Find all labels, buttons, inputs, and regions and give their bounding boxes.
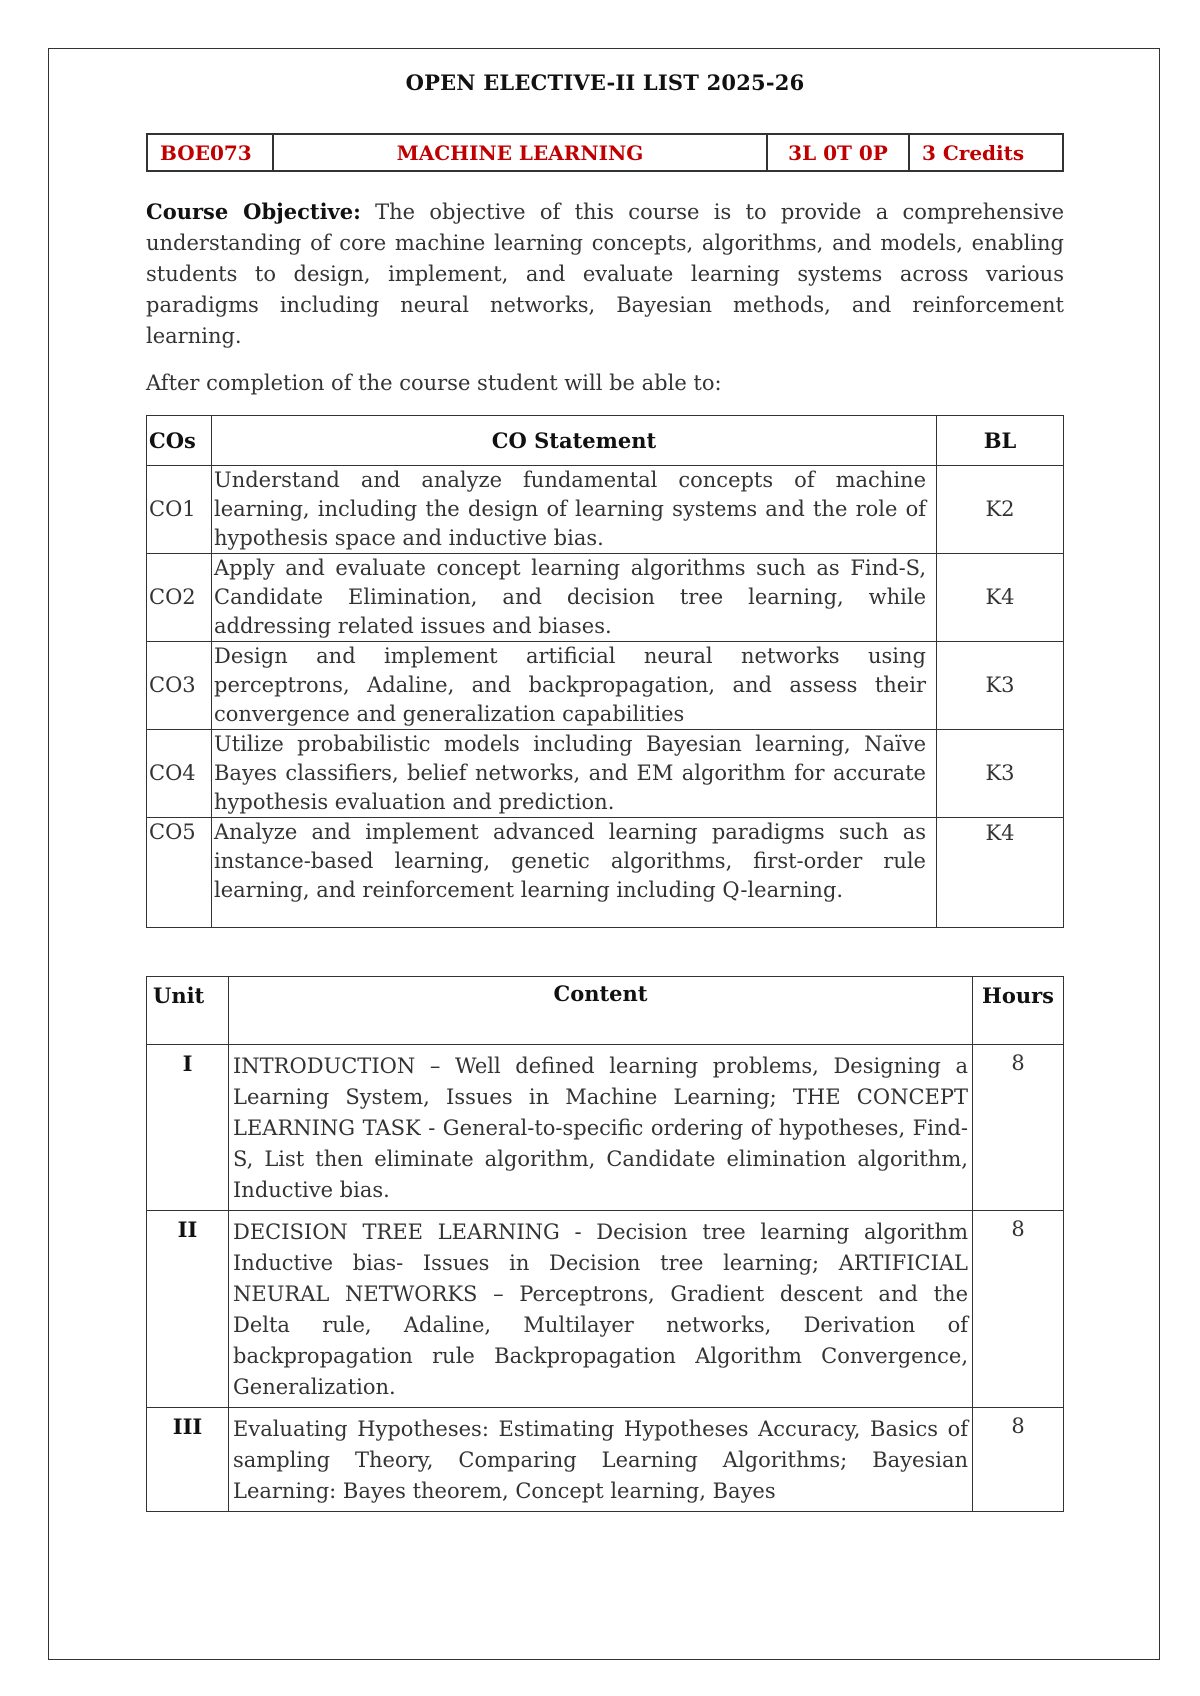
co-table-header (147, 416, 1064, 466)
co-id: CO2 (147, 554, 212, 642)
course-header-table (146, 133, 1064, 172)
co-bl: K3 (937, 730, 1064, 818)
co-row (147, 818, 1064, 928)
unit-content: DECISION TREE LEARNING - Decision tree learning algorithm Inductive bias- Issues in Decision tree learning; ARTIFICIAL NEURAL NETWORKS – Perceptrons, Gradient descent and the Delta rule, Adaline, Multilayer networks, Derivation of backpropagation rule Backpropagation Algorithm Convergence, Generalization. (229, 1211, 973, 1408)
co-id: CO1 (147, 466, 212, 554)
unit-hours: 8 (973, 1408, 1064, 1512)
co-bl: K2 (937, 466, 1064, 554)
unit-row (147, 1408, 1064, 1512)
co-row (147, 730, 1064, 818)
co-id: CO5 (147, 818, 212, 928)
unit-row (147, 1211, 1064, 1408)
co-statement: Apply and evaluate concept learning algorithms such as Find-S, Candidate Elimination, and decision tree learning, while addressing related issues and biases. (212, 554, 937, 642)
co-statement: Design and implement artificial neural networks using perceptrons, Adaline, and backpropagation, and assess their convergence and generalization capabilities (212, 642, 937, 730)
co-row (147, 554, 1064, 642)
co-table (146, 415, 1064, 928)
unit-hours: 8 (973, 1045, 1064, 1211)
co-bl: K4 (937, 554, 1064, 642)
unit-header-unit: Unit (147, 977, 229, 1045)
co-id: CO4 (147, 730, 212, 818)
co-statement: Analyze and implement advanced learning paradigms such as instance-based learning, genetic algorithms, first-order rule learning, and reinforcement learning including Q-learning. (212, 818, 937, 928)
unit-content: Evaluating Hypotheses: Estimating Hypotheses Accuracy, Basics of sampling Theory, Comparing Learning Algorithms; Bayesian Learning: Bayes theorem, Concept learning, Bayes (229, 1408, 973, 1512)
objective-text: The objective of this course is to provide a comprehensive understanding of core machine learning concepts, algorithms, and models, enabling students to design, implement, and evaluate learning systems across various paradigms including neural networks, Bayesian methods, and reinforcement learning. (146, 200, 1065, 348)
unit-number: II (147, 1211, 229, 1408)
unit-table-header (147, 977, 1064, 1045)
unit-number: I (147, 1045, 229, 1211)
page-title: OPEN ELECTIVE-II LIST 2025-26 (405, 70, 805, 95)
course-code: BOE073 (147, 134, 273, 171)
objective-label: Course Objective: (146, 199, 361, 224)
course-name: MACHINE LEARNING (273, 134, 767, 171)
unit-hours: 8 (973, 1211, 1064, 1408)
co-header-bl: BL (937, 416, 1064, 466)
co-statement: Understand and analyze fundamental concepts of machine learning, including the design of learning systems and the role of hypothesis space and inductive bias. (212, 466, 937, 554)
unit-number: III (147, 1408, 229, 1512)
unit-header-hours: Hours (973, 977, 1064, 1045)
after-completion-text: After completion of the course student will be able to: (146, 371, 722, 395)
unit-content: INTRODUCTION – Well defined learning problems, Designing a Learning System, Issues in Machine Learning; THE CONCEPT LEARNING TASK - General-to-specific ordering of hypotheses, Find-S, List then eliminate algorithm, Candidate elimination algorithm, Inductive bias. (229, 1045, 973, 1211)
co-header-statement: CO Statement (212, 416, 937, 466)
course-credits: 3 Credits (909, 134, 1063, 171)
unit-row (147, 1045, 1064, 1211)
course-objective (146, 196, 1064, 352)
co-row (147, 642, 1064, 730)
co-bl: K3 (937, 642, 1064, 730)
co-id: CO3 (147, 642, 212, 730)
document-content (146, 70, 1064, 1512)
co-row (147, 466, 1064, 554)
unit-table (146, 976, 1064, 1512)
unit-header-content: Content (229, 977, 973, 1045)
co-header-cos: COs (147, 416, 212, 466)
co-bl: K4 (937, 818, 1064, 928)
course-ltp: 3L 0T 0P (767, 134, 909, 171)
co-statement: Utilize probabilistic models including Bayesian learning, Naïve Bayes classifiers, belief networks, and EM algorithm for accurate hypothesis evaluation and prediction. (212, 730, 937, 818)
